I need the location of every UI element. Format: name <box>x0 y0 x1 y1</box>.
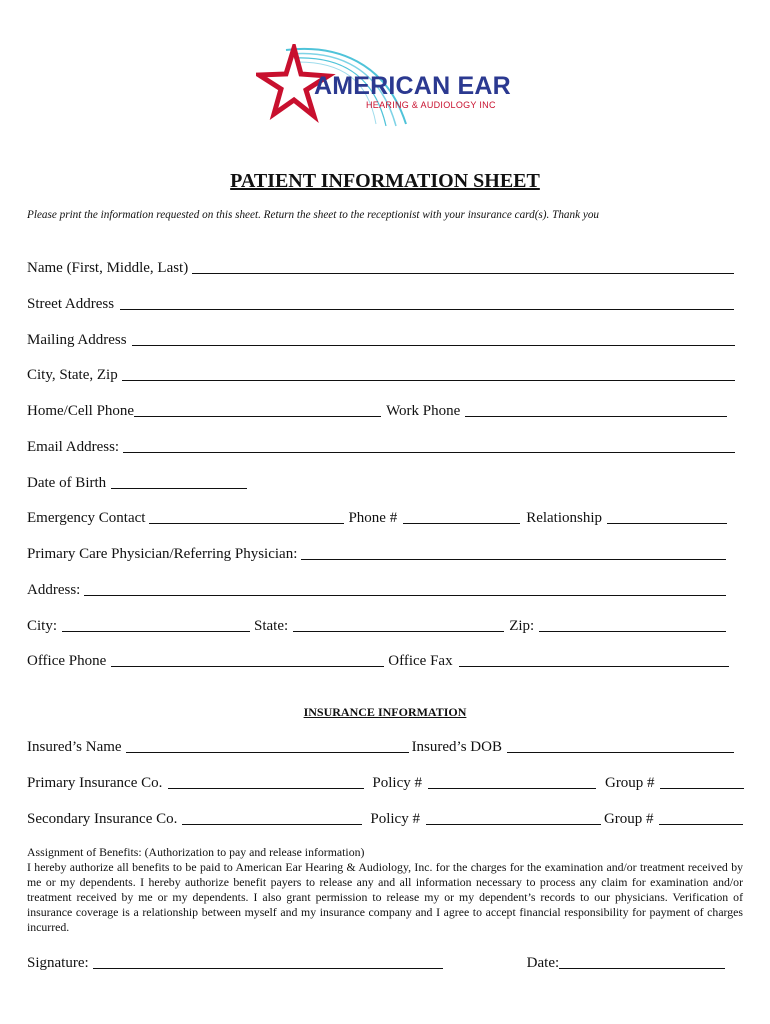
state-label: State: <box>254 618 289 634</box>
secondary-insurance-row <box>27 808 744 828</box>
primary-insurance-field[interactable] <box>168 774 364 789</box>
physician-address-row <box>27 579 744 599</box>
insured-dob-field[interactable] <box>507 738 734 753</box>
city-field[interactable] <box>62 617 250 632</box>
city-label: City: <box>27 618 58 634</box>
office-row <box>27 650 744 670</box>
primary-group-label: Group # <box>604 775 655 791</box>
office-phone-field[interactable] <box>111 652 384 667</box>
city-state-zip-row <box>27 364 744 384</box>
emergency-field[interactable] <box>149 509 344 524</box>
physician-address-field[interactable] <box>84 581 726 596</box>
brand-subtitle: HEARING & AUDIOLOGY INC <box>366 100 496 110</box>
name-row <box>27 257 744 277</box>
physician-address-label: Address: <box>27 582 81 598</box>
email-row <box>27 436 744 456</box>
emergency-phone-label: Phone # <box>348 510 398 526</box>
mailing-field[interactable] <box>132 331 735 346</box>
mailing-label: Mailing Address <box>27 332 127 348</box>
date-label: Date: <box>526 955 560 971</box>
email-label: Email Address: <box>27 439 120 455</box>
office-fax-field[interactable] <box>459 652 729 667</box>
physician-city-row <box>27 615 744 635</box>
emergency-row <box>27 507 744 527</box>
signature-field[interactable] <box>93 954 443 969</box>
emergency-phone-field[interactable] <box>403 509 520 524</box>
primary-insurance-row <box>27 772 744 792</box>
insured-row <box>27 736 744 756</box>
office-fax-label: Office Fax <box>388 653 453 669</box>
insured-name-label: Insured’s Name <box>27 739 122 755</box>
secondary-group-label: Group # <box>603 811 654 827</box>
signature-row <box>27 952 744 972</box>
insured-dob-label: Insured’s DOB <box>411 739 502 755</box>
primary-group-field[interactable] <box>660 774 744 789</box>
emergency-label: Emergency Contact <box>27 510 146 526</box>
home-phone-field[interactable] <box>134 402 381 417</box>
state-field[interactable] <box>293 617 504 632</box>
street-label: Street Address <box>27 296 115 312</box>
insured-name-field[interactable] <box>126 738 409 753</box>
primary-policy-field[interactable] <box>428 774 596 789</box>
physician-label: Primary Care Physician/Referring Physician: <box>27 546 298 562</box>
brand-name: AMERICAN EAR <box>314 72 511 100</box>
date-field[interactable] <box>559 954 725 969</box>
relationship-label: Relationship <box>526 510 603 526</box>
relationship-field[interactable] <box>607 509 727 524</box>
signature-label: Signature: <box>27 955 89 971</box>
mailing-row <box>27 329 744 349</box>
phone-row <box>27 400 744 420</box>
secondary-group-field[interactable] <box>659 810 743 825</box>
company-logo <box>256 44 516 130</box>
street-row <box>27 293 744 313</box>
email-field[interactable] <box>123 438 735 453</box>
dob-row <box>27 472 744 492</box>
home-phone-label: Home/Cell Phone <box>27 403 135 419</box>
street-field[interactable] <box>120 295 734 310</box>
zip-label: Zip: <box>509 618 535 634</box>
dob-field[interactable] <box>111 474 247 489</box>
assignment-body: I hereby authorize all benefits to be paid to American Ear Hearing & Audiology, Inc. for the charges for the examination and/or treatment received by me or my dependents. I hereby authorize benefit payers to release any and all information necessary to process any claim for examination and/or treatment received by me or my dependents. I also grant permission to release my or my dependent’s records to our physicians. Verification of insurance coverage is a relationship between myself and my insurance company and I agree to accept financial responsibility for payment of charges incurred. <box>27 860 743 934</box>
dob-label: Date of Birth <box>27 475 107 491</box>
secondary-policy-field[interactable] <box>426 810 601 825</box>
city-state-zip-field[interactable] <box>122 366 735 381</box>
assignment-heading: Assignment of Benefits: (Authorization to pay and release information) <box>27 845 365 859</box>
physician-row <box>27 543 744 563</box>
city-state-zip-label: City, State, Zip <box>27 367 118 383</box>
office-phone-label: Office Phone <box>27 653 107 669</box>
instructions: Please print the information requested on this sheet. Return the sheet to the receptionist with your insurance card(s). Thank you <box>27 209 600 221</box>
secondary-insurance-label: Secondary Insurance Co. <box>27 811 178 827</box>
name-label: Name (First, Middle, Last) <box>27 260 189 276</box>
work-phone-label: Work Phone <box>386 403 461 419</box>
physician-field[interactable] <box>301 545 726 560</box>
work-phone-field[interactable] <box>465 402 727 417</box>
insurance-heading: INSURANCE INFORMATION <box>303 705 467 719</box>
page-title: PATIENT INFORMATION SHEET <box>230 170 540 192</box>
primary-policy-label: Policy # <box>372 775 422 791</box>
assignment-of-benefits <box>27 845 743 935</box>
primary-insurance-label: Primary Insurance Co. <box>27 775 163 791</box>
name-field[interactable] <box>192 259 734 274</box>
secondary-insurance-field[interactable] <box>182 810 362 825</box>
secondary-policy-label: Policy # <box>370 811 420 827</box>
zip-field[interactable] <box>539 617 726 632</box>
